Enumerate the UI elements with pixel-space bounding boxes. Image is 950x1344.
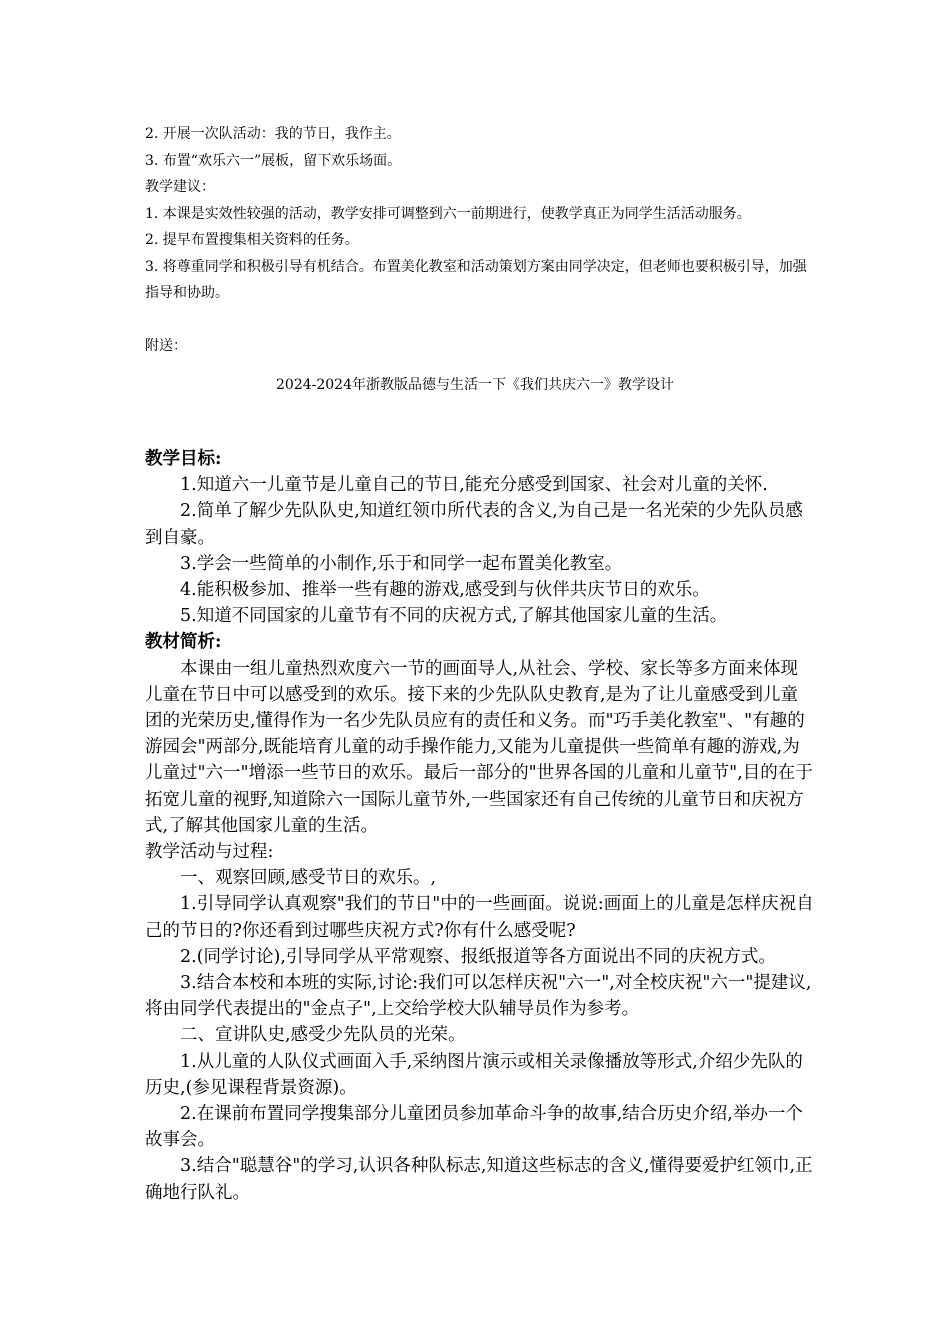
goal-item: 1.知道六一儿童节是儿童自己的节日,能充分感受到国家、社会对儿童的关怀. — [180, 475, 768, 496]
process-part-title: 二、宣讲队史,感受少先队员的光荣。 — [180, 1025, 466, 1046]
process-item: 2.在课前布置同学搜集部分儿童团员参加革命斗争的故事,结合历史介绍,举办一个故事会。 — [145, 1104, 803, 1151]
analysis-body: 本课由一组儿童热烈欢度六一节的画面导人,从社会、学校、家长等多方面来体现儿童在节日中可以感受到的欢乐。接下来的少先队队史教育,是为了让儿童感受到儿童团的光荣历史,懂得作为一名少先队员应有的责任和义务。而"巧手美化教室"、"有趣的游园会"两部分,既能培育儿童的动手操作能力,又能为儿童提供一些简单有趣的游戏,为儿童过"六一"增添一些节日的欢乐。最后一部分的"世界各国的儿童和儿童节",目的在于拓宽儿童的视野,知道除六一国际儿童节外,一些国家还有自己传统的儿童节日和庆祝方式,了解其他国家儿童的生活。 — [145, 658, 813, 836]
appendix-label: 附送： — [145, 337, 187, 354]
paragraph: 3. 将尊重同学和积极引导有机结合。布置美化教室和活动策划方案由同学决定，但老师也要积极引导，加强指导和协助。 — [145, 258, 807, 301]
main-section — [145, 446, 815, 1206]
paragraph: 2. 提早布置搜集相关资料的任务。 — [145, 232, 359, 248]
section-label: 教学建议： — [145, 179, 215, 195]
goal-item: 2.简单了解少先队队史,知道红领巾所代表的含义,为自己是一名光荣的少先队员感到自豪。 — [145, 501, 803, 548]
process-heading: 教学活动与过程: — [145, 842, 274, 863]
blank-line — [145, 307, 815, 333]
top-section — [145, 121, 815, 359]
goal-item: 3.学会一些简单的小制作,乐于和同学一起布置美化教室。 — [180, 553, 623, 574]
goals-heading: 教学目标: — [145, 449, 222, 469]
paragraph: 3. 布置“欢乐六一”展板，留下欢乐场面。 — [145, 152, 402, 169]
process-item: 2.(同学讨论),引导同学从平常观察、报纸报道等各方面说出不同的庆祝方式。 — [180, 946, 776, 967]
document-title: 2024-2024年浙教版品德与生活一下《我们共庆六一》教学设计 — [276, 377, 674, 393]
paragraph: 2. 开展一次队活动：我的节日，我作主。 — [145, 126, 401, 142]
process-item: 1.从儿童的人队仪式画面入手,采纳图片演示或相关录像播放等形式,介绍少先队的历史,(参见课程背景资源)。 — [145, 1051, 803, 1098]
goal-item: 5.知道不同国家的儿童节有不同的庆祝方式,了解其他国家儿童的生活。 — [180, 606, 728, 627]
process-item: 1.引导同学认真观察"我们的节日"中的一些画面。说说:画面上的儿童是怎样庆祝自己的节日的?你还看到过哪些庆祝方式?你有什么感受呢? — [145, 894, 814, 941]
paragraph: 1. 本课是实效性较强的活动，教学安排可调整到六一前期进行，使教学真正为同学生活活动服务。 — [145, 205, 751, 222]
process-item: 3.结合本校和本班的实际,讨论:我们可以怎样庆祝"六一",对全校庆祝"六一"提建议,将由同学代表提出的"金点子",上交给学校大队辅导员作为参考。 — [145, 973, 812, 1020]
analysis-heading: 教材简析: — [145, 632, 222, 653]
process-item: 3.结合"聪慧谷"的学习,认识各种队标志,知道这些标志的含义,懂得要爱护红领巾,正确地行队礼。 — [145, 1156, 813, 1203]
process-part-title: 一、观察回顾,感受节日的欢乐。, — [180, 868, 437, 889]
goal-item: 4.能积极参加、推举一些有趣的游戏,感受到与伙伴共庆节日的欢乐。 — [180, 580, 710, 601]
